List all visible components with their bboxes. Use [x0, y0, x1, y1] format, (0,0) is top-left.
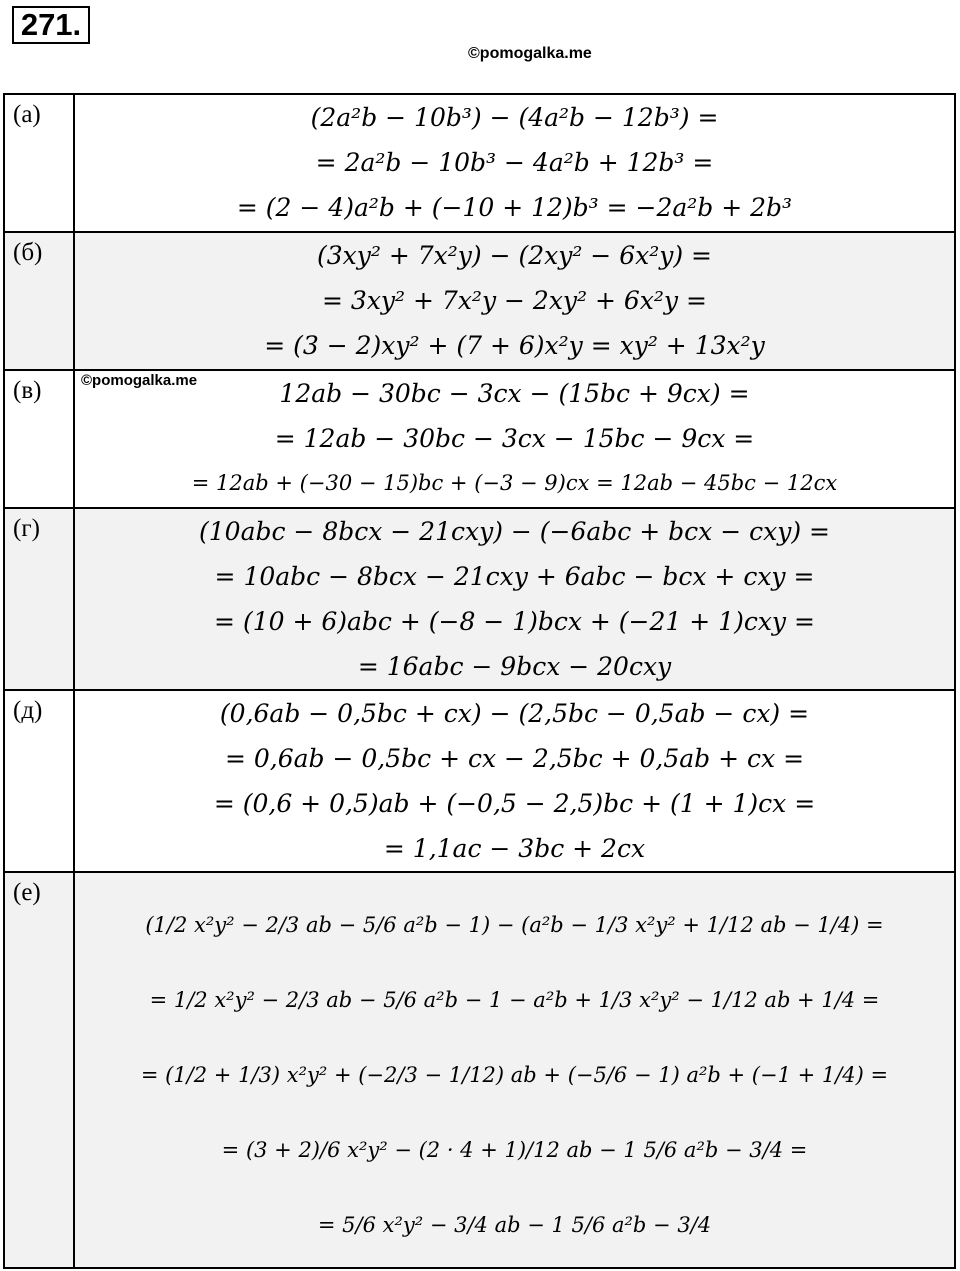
formula-line: (10abc − 8bcx − 21cxy) − (−6abc + bcx − cxy) = [199, 517, 830, 546]
formula-line: (2a²b − 10b³) − (4a²b − 12b³) = [310, 103, 719, 132]
watermark: ©pomogalka.me [81, 372, 198, 389]
row-body [75, 691, 954, 871]
formula-line: 12ab − 30bc − 3cx − (15bc + 9cx) = [279, 379, 750, 408]
formula-line: (3xy² + 7x²y) − (2xy² − 6x²y) = [316, 241, 713, 270]
formula-line: = 2a²b − 10b³ − 4a²b + 12b³ = [315, 148, 714, 177]
row-label: (а) [5, 95, 75, 231]
row-label: (е) [5, 873, 75, 1267]
formula-line: = (3 − 2)xy² + (7 + 6)x²y = xy² + 13x²y [264, 331, 765, 360]
row-label: (в) [5, 371, 75, 507]
row-body [75, 95, 954, 231]
solution-row-a [5, 95, 954, 231]
row-label: (г) [5, 509, 75, 689]
row-label: (д) [5, 691, 75, 871]
formula-line: = (0,6 + 0,5)ab + (−0,5 − 2,5)bc + (1 + 1)cx = [213, 789, 816, 818]
watermark: ©pomogalka.me [468, 45, 592, 62]
solution-row-e [5, 871, 954, 1267]
solution-table [3, 93, 956, 1269]
formula-line: = (2 − 4)a²b + (−10 + 12)b³ = −2a²b + 2b³ [236, 193, 793, 222]
formula-line: = 1/2 x²y² − 2/3 ab − 5/6 a²b − 1 − a²b + 1/3 x²y² − 1/12 ab + 1/4 = [149, 988, 880, 1012]
row-body [75, 509, 954, 689]
formula-line: = 16abc − 9bcx − 20cxy [357, 652, 672, 681]
solution-row-d [5, 689, 954, 871]
formula-line: = 1,1ac − 3bc + 2cx [383, 834, 646, 863]
row-body [75, 371, 954, 507]
formula-line: (0,6ab − 0,5bc + cx) − (2,5bc − 0,5ab − cx) = [219, 699, 810, 728]
formula-line: = (3 + 2)/6 x²y² − (2 · 4 + 1)/12 ab − 1 5/6 a²b − 3/4 = [221, 1138, 808, 1162]
formula-line: = 10abc − 8bcx − 21cxy + 6abc − bcx + cxy = [214, 562, 815, 591]
formula-line: (1/2 x²y² − 2/3 ab − 5/6 a²b − 1) − (a²b − 1/3 x²y² + 1/12 ab − 1/4) = [145, 913, 884, 937]
solution-row-b [5, 231, 954, 369]
row-body [75, 873, 954, 1267]
formula-line: = 12ab + (−30 − 15)bc + (−3 − 9)cx = 12ab − 45bc − 12cx [191, 471, 838, 495]
row-label: (б) [5, 233, 75, 369]
formula-line: = 5/6 x²y² − 3/4 ab − 1 5/6 a²b − 3/4 [317, 1213, 712, 1237]
row-body [75, 233, 954, 369]
formula-line: = 12ab − 30bc − 3cx − 15bc − 9cx = [274, 424, 755, 453]
problem-number: 271. [12, 6, 90, 44]
formula-line: = 3xy² + 7x²y − 2xy² + 6x²y = [322, 286, 707, 315]
solution-row-g [5, 507, 954, 689]
formula-line: = (1/2 + 1/3) x²y² + (−2/3 − 1/12) ab + (−5/6 − 1) a²b + (−1 + 1/4) = [140, 1063, 889, 1087]
formula-line: = (10 + 6)abc + (−8 − 1)bcx + (−21 + 1)cxy = [214, 607, 815, 636]
formula-line: = 0,6ab − 0,5bc + cx − 2,5bc + 0,5ab + cx = [224, 744, 805, 773]
solution-row-v [5, 369, 954, 507]
